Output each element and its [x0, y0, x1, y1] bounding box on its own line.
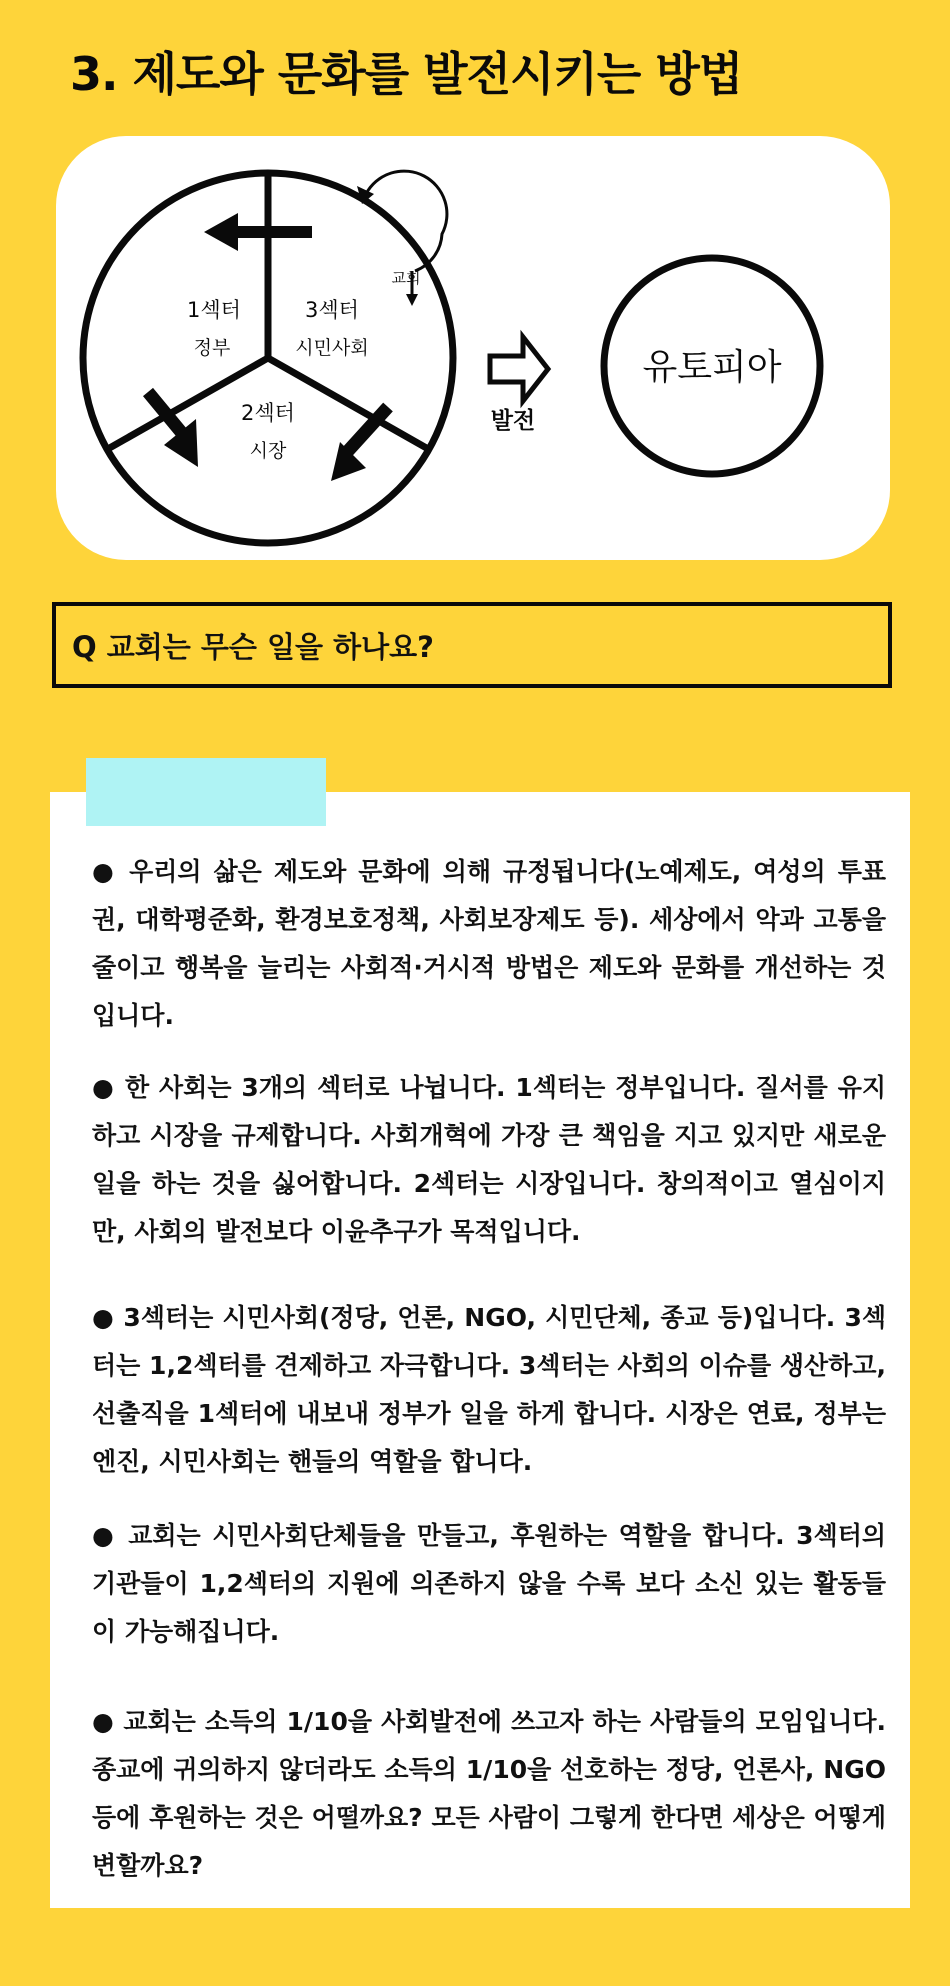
paragraph-institutions: ● 우리의 삶은 제도와 문화에 의해 규정됩니다(노예제도, 여성의 투표권, 대학평준화, 환경보호정책, 사회보장제도 등). 세상에서 악과 고통을 줄이고 행복을 늘리는 사회적·거시적 방법은 제도와 문화를 개선하는 것입니다. — [92, 857, 886, 1030]
accent-tab — [86, 758, 326, 826]
sector-diagram-card — [56, 136, 890, 560]
question-text: Q 교회는 무슨 일을 하나요? — [72, 629, 435, 664]
sector1-sub: 정부 — [193, 337, 231, 359]
sector2-label: 2섹터 — [241, 401, 295, 425]
question-box — [52, 602, 892, 688]
sector3-sub: 시민사회 — [295, 337, 369, 359]
sector3-label: 3섹터 — [305, 298, 359, 322]
arrow-down-left-icon — [331, 407, 388, 481]
paragraph-church-role: ● 교회는 시민사회단체들을 만들고, 후원하는 역할을 합니다. 3섹터의 기관들이 1,2섹터의 지원에 의존하지 않을 수록 보다 소신 있는 활동들이 가능해집니다. — [92, 1521, 886, 1646]
develop-arrow-icon — [490, 337, 548, 401]
develop-label: 발전 — [490, 408, 536, 434]
arrow-left-icon — [204, 213, 312, 251]
sector-diagram — [56, 136, 890, 560]
page-title: 3. 제도와 문화를 발전시키는 방법 — [70, 47, 743, 101]
sector1-label: 1섹터 — [187, 298, 241, 322]
church-label: 교회 — [391, 269, 421, 287]
utopia-label: 유토피아 — [642, 347, 782, 388]
paragraph-three-sectors: ● 한 사회는 3개의 섹터로 나뉩니다. 1섹터는 정부입니다. 질서를 유지하고 시장을 규제합니다. 사회개혁에 가장 큰 책임을 지고 있지만 새로운 일을 하는 것을 싫어합니다. 2섹터는 시장입니다. 창의적이고 열심이지만, 사회의 발전보다 이윤추구가 목적입니다. — [92, 1073, 886, 1246]
paragraph-tithe: ● 교회는 소득의 1/10을 사회발전에 쓰고자 하는 사람들의 모임입니다. 종교에 귀의하지 않더라도 소득의 1/10을 선호하는 정당, 언론사, NGO 등에 후원하는 것은 어떨까요? 모든 사람이 그렇게 한다면 세상은 어떻게 변할까요? — [92, 1707, 886, 1880]
paragraph-civil-society: ● 3섹터는 시민사회(정당, 언론, NGO, 시민단체, 종교 등)입니다. 3섹터는 1,2섹터를 견제하고 자극합니다. 3섹터는 사회의 이슈를 생산하고, 선출직을 1섹터에 내보내 정부가 일을 하게 합니다. 시장은 연료, 정부는 엔진, 시민사회는 핸들의 역할을 합니다. — [92, 1303, 886, 1476]
sector2-sub: 시장 — [249, 440, 287, 462]
